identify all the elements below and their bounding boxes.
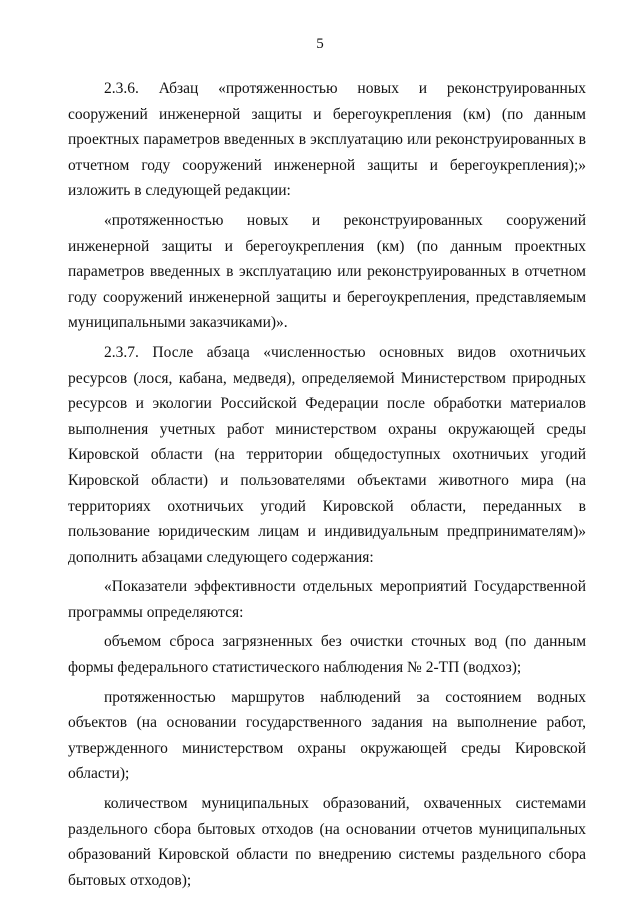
paragraph-waste-collection: количеством муниципальных образований, охваченных системами раздельного сбора бытовых отходов (на основании отчетов муниципальных образований Кировской области по внедрению системы раздельного сбора бытовых отходов);: [68, 795, 586, 889]
paragraph-2-3-7: 2.3.7. После абзаца «численностью основных видов охотничьих ресурсов (лося, кабана, медведя), определяемой Министерством природных ресурсов и экологии Российской Федерации после обработки материалов выполнения учетных работ министерством охраны окружающей среды Кировской области (на территории общедоступных охотничьих угодий Кировской области) и пользователями объектами животного мира (на территориях охотничьих угодий Кировской области, переданных в пользование юридическим лицам и индивидуальным предпринимателям)» дополнить абзацами следующего содержания:: [68, 343, 586, 566]
paragraph-wastewater: объемом сброса загрязненных без очистки сточных вод (по данным формы федерального статистического наблюдения № 2-ТП (водхоз);: [68, 633, 586, 677]
document-body: [68, 76, 586, 893]
paragraph-new-wording: «протяженностью новых и реконструированных сооружений инженерной защиты и берегоукрепления (км) (по данным проектных параметров введенных в эксплуатацию или реконструированных в отчетном году сооружений инженерной защиты и берегоукрепления, представляемым муниципальными заказчиками)».: [68, 211, 586, 332]
paragraph-water-monitoring: протяженностью маршрутов наблюдений за состоянием водных объектов (на основании государственного задания на выполнение работ, утвержденного министерством охраны окружающей среды Кировской области);: [68, 688, 586, 783]
paragraph-indicators-intro: «Показатели эффективности отдельных мероприятий Государственной программы определяются:: [68, 578, 586, 621]
paragraph-2-3-6: 2.3.6. Абзац «протяженностью новых и реконструированных сооружений инженерной защиты и берегоукрепления (км) (по данным проектных параметров введенных в эксплуатацию или реконструированных в отчетном году сооружений инженерной защиты и берегоукрепления);» изложить в следующей редакции:: [68, 80, 586, 200]
page-number: 5: [316, 36, 324, 52]
